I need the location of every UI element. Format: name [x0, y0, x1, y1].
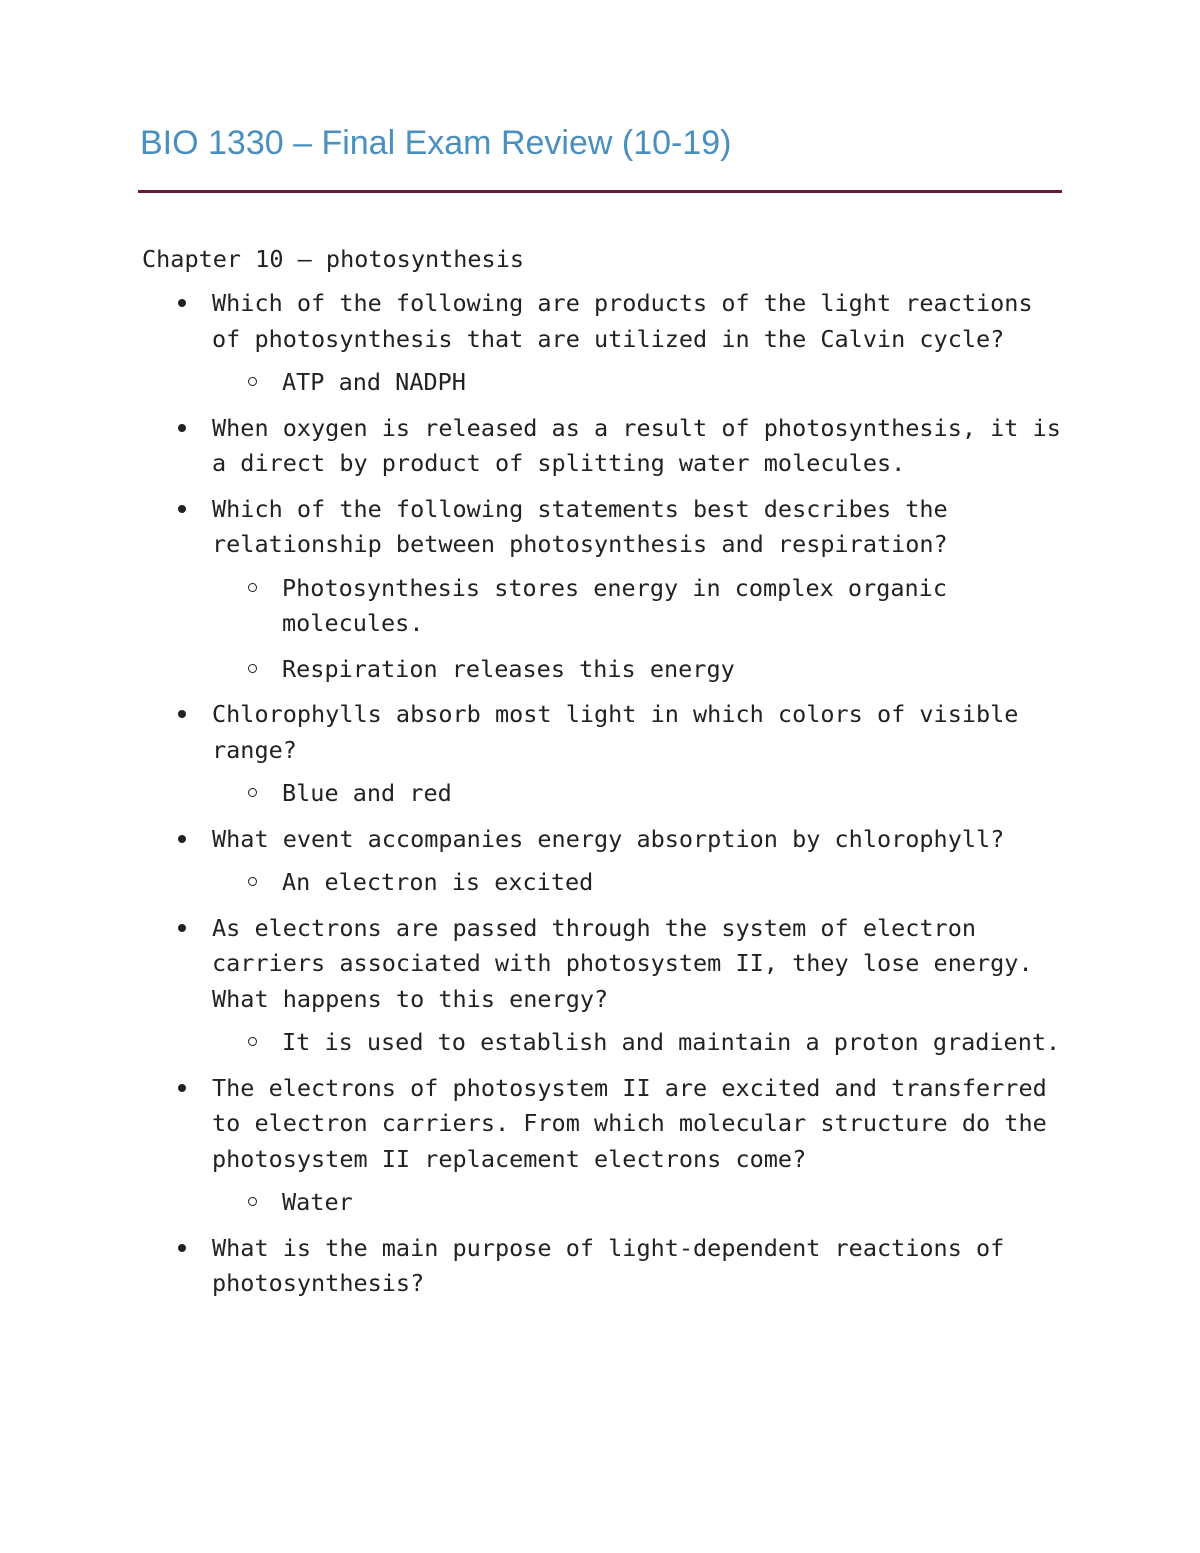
hollow-circle-bullet-icon [248, 583, 257, 592]
hollow-circle-bullet-icon [248, 788, 257, 797]
question-item [142, 492, 1072, 688]
answer-text: Respiration releases this energy [282, 654, 735, 683]
question-text: As electrons are passed through the system of electron carriers associated with photosystem II, they lose energy. What happens to this energy? [212, 913, 1033, 1013]
answer-text: An electron is excited [282, 868, 594, 896]
question-item [142, 697, 1072, 812]
hollow-circle-bullet-icon [248, 877, 257, 886]
answer-text: Blue and red [282, 779, 452, 807]
bullet-icon [178, 835, 186, 843]
question-text: When oxygen is released as a result of photosynthesis, it is a direct by product of splitting water molecules. [212, 413, 1061, 477]
bullet-icon [178, 505, 186, 513]
question-item [142, 1231, 1072, 1302]
answer-item [212, 365, 1072, 401]
question-text: Which of the following statements best describes the relationship between photosynthesis and respiration? [212, 494, 948, 558]
answer-list [212, 865, 1072, 901]
hollow-circle-bullet-icon [248, 1197, 257, 1206]
question-item [142, 1071, 1072, 1221]
question-item [142, 411, 1072, 482]
question-list [142, 286, 1072, 1302]
answer-text: Water [282, 1188, 353, 1216]
answer-list [212, 571, 1072, 688]
answer-text: Photosynthesis stores energy in complex organic molecules. [282, 573, 947, 637]
answer-text: ATP and NADPH [282, 368, 466, 396]
bullet-icon [178, 924, 186, 932]
bullet-icon [178, 710, 186, 718]
document-body [142, 240, 1072, 1312]
bullet-icon [178, 299, 186, 307]
hollow-circle-bullet-icon [248, 377, 257, 386]
answer-item [212, 652, 1072, 688]
question-text: What event accompanies energy absorption by chlorophyll? [212, 824, 1005, 853]
answer-item [212, 1185, 1072, 1221]
answer-list [212, 1185, 1072, 1221]
answer-list [212, 1025, 1072, 1061]
answer-list [212, 776, 1072, 812]
bullet-icon [178, 424, 186, 432]
question-text: Chlorophylls absorb most light in which colors of visible range? [212, 700, 1019, 764]
question-text: Which of the following are products of the light reactions of photosynthesis that are utilized in the Calvin cycle? [212, 289, 1033, 353]
answer-list [212, 365, 1072, 401]
question-text: What is the main purpose of light-dependent reactions of photosynthesis? [212, 1233, 1005, 1297]
chapter-heading: Chapter 10 – photosynthesis [142, 245, 525, 273]
question-item [142, 911, 1072, 1061]
document-title: BIO 1330 – Final Exam Review (10-19) [140, 124, 732, 162]
answer-item [212, 1025, 1072, 1061]
bullet-icon [178, 1084, 186, 1092]
answer-item [212, 865, 1072, 901]
question-text: The electrons of photosystem II are excited and transferred to electron carriers. From which molecular structure do the photosystem II replacement electrons come? [212, 1073, 1047, 1173]
hollow-circle-bullet-icon [248, 664, 257, 673]
answer-item [212, 776, 1072, 812]
answer-text: It is used to establish and maintain a proton gradient. [282, 1028, 1061, 1056]
hollow-circle-bullet-icon [248, 1037, 257, 1046]
bullet-icon [178, 1244, 186, 1252]
answer-item [212, 571, 1072, 642]
title-divider [138, 190, 1062, 193]
question-item [142, 822, 1072, 901]
question-item [142, 286, 1072, 401]
